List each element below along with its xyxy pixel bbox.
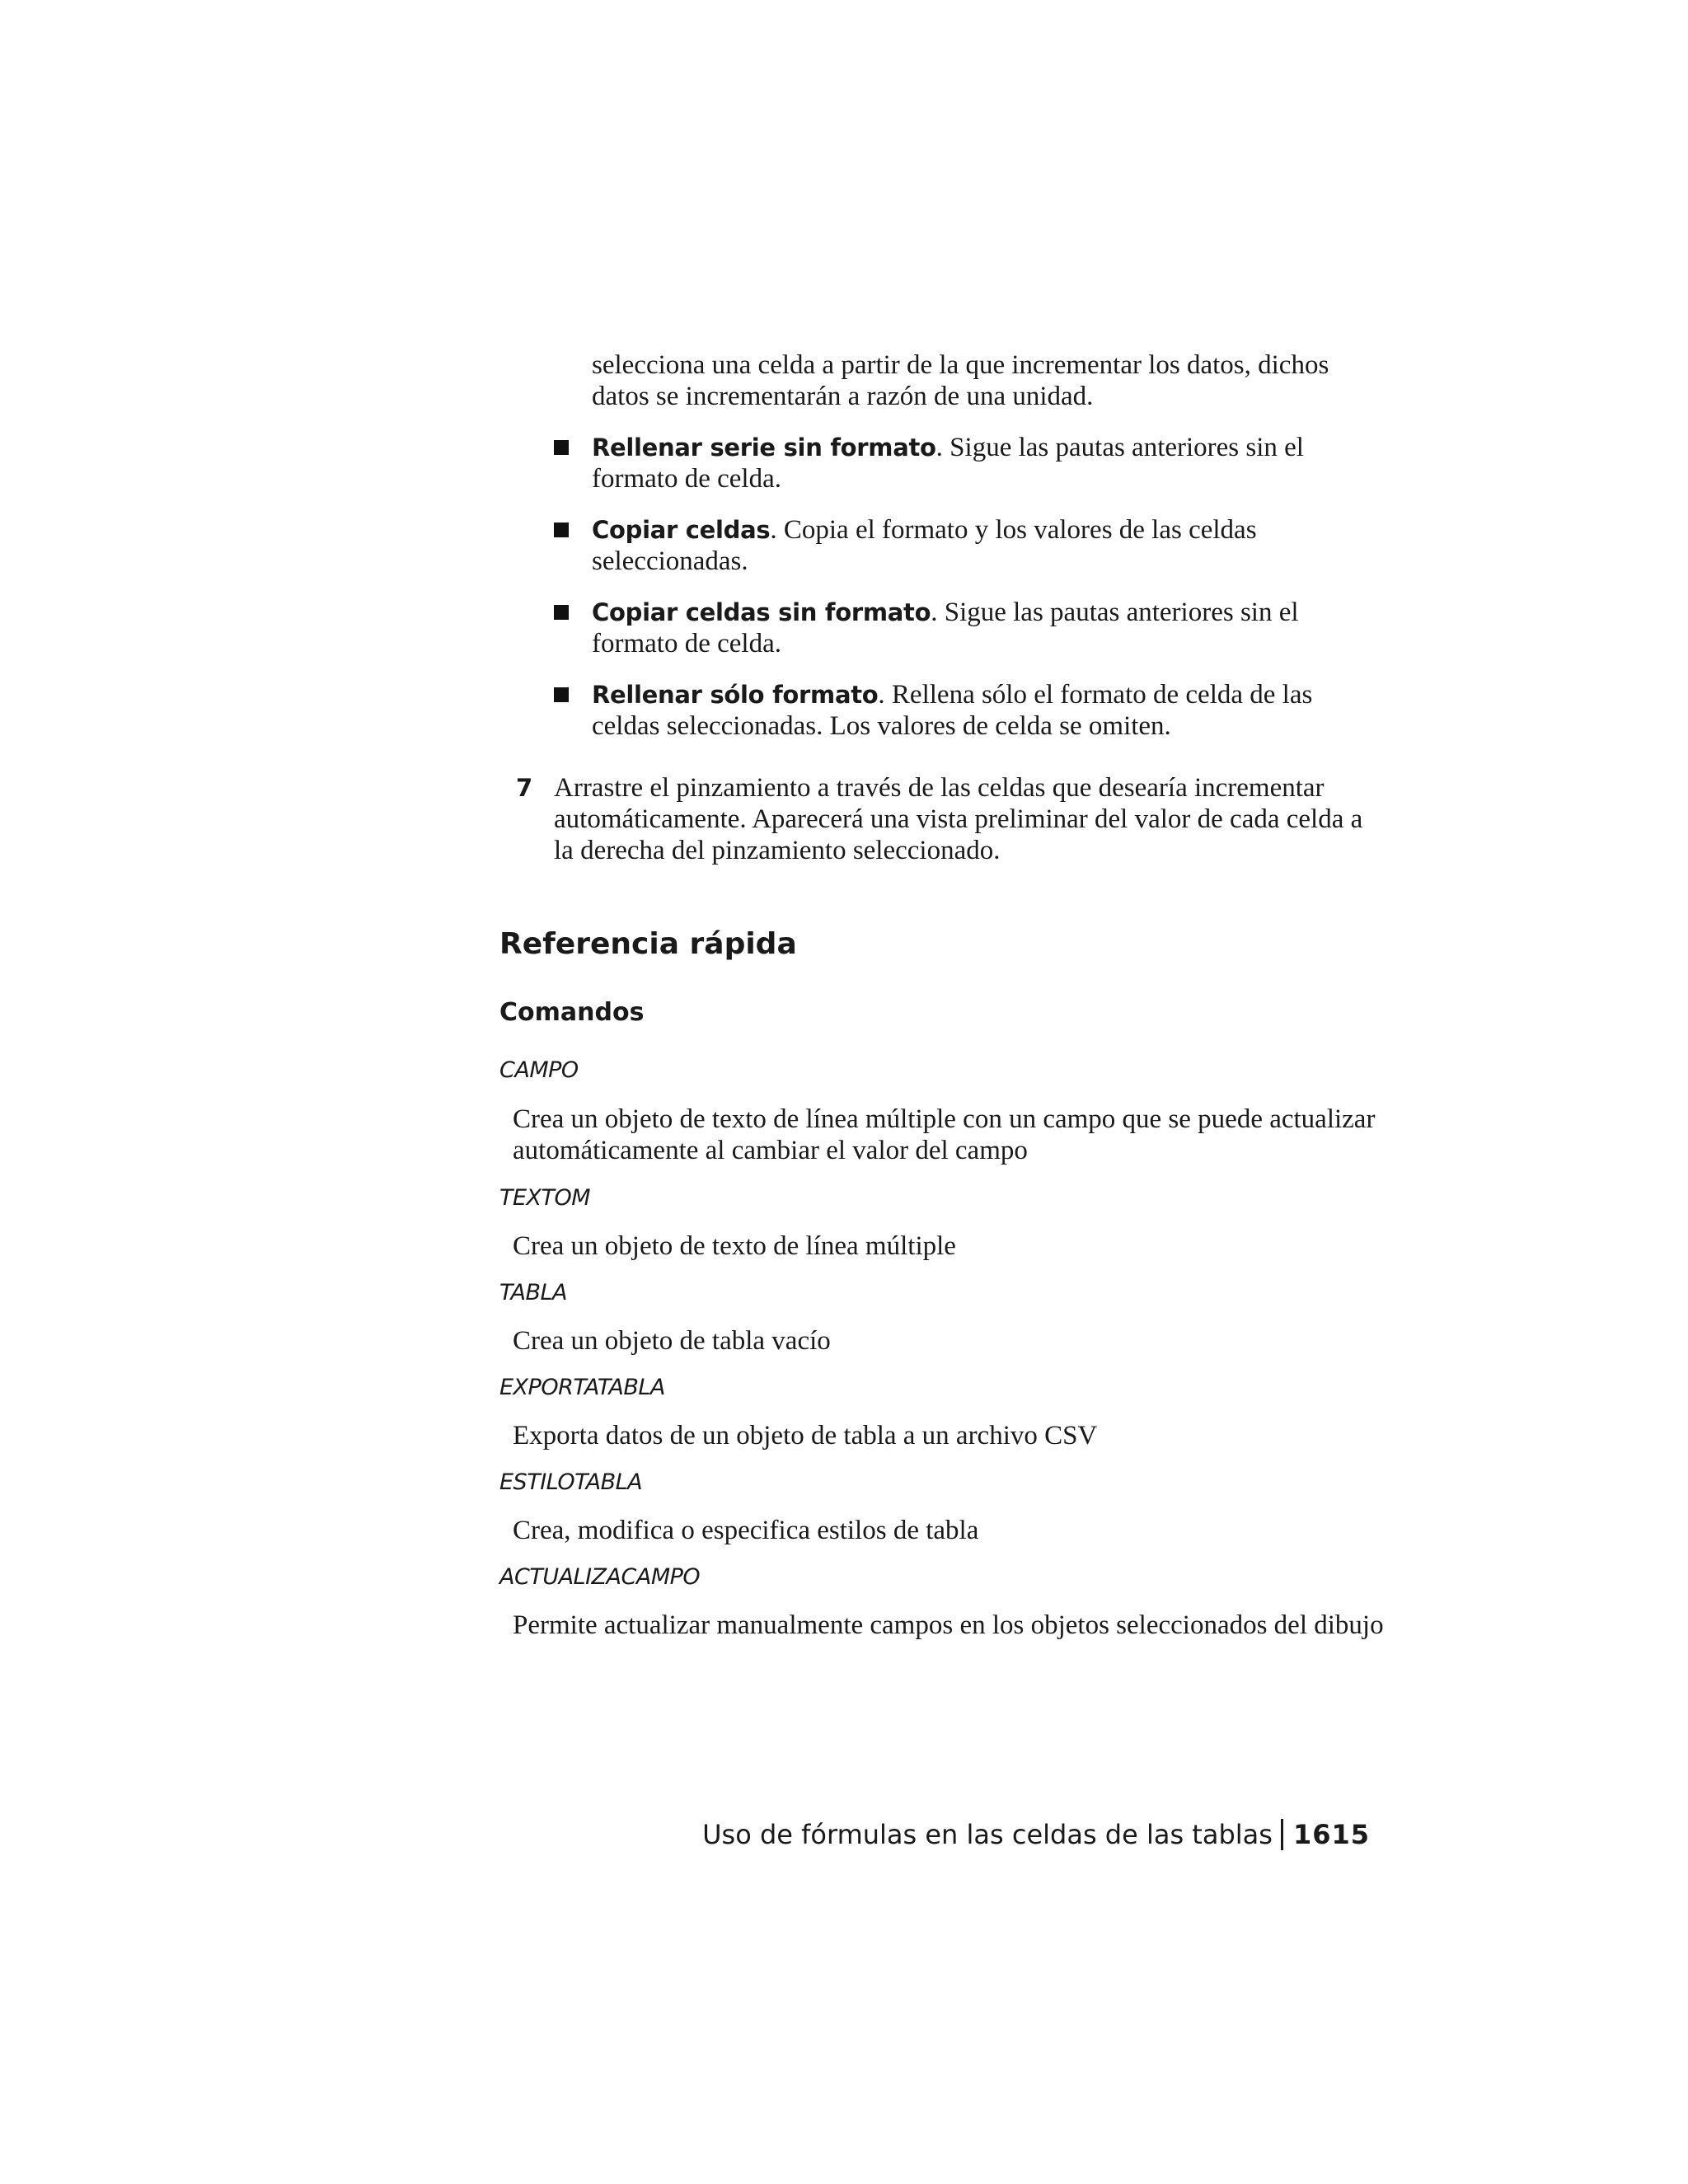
bullet-item (592, 679, 1383, 742)
bullet-text: . Sigue las pautas anteriores sin el formato de celda. (592, 598, 1299, 658)
bullet-marker (554, 605, 569, 620)
command-description: Permite actualizar manualmente campos en los objetos seleccionados del dibujo (513, 1610, 1384, 1640)
command-name: TEXTOM (499, 1185, 591, 1211)
bullet-item (592, 597, 1383, 659)
footer-separator (1281, 1819, 1283, 1850)
footer-section-title: Uso de fórmulas en las celdas de las tablas (702, 1819, 1273, 1850)
step-number: 7 (516, 774, 533, 802)
bullet-marker (554, 440, 569, 455)
command-description: Crea un objeto de texto de línea múltiple (513, 1231, 956, 1261)
bullet-text: . Rellena sólo el formato de celda de las celdas seleccionadas. Los valores de celda se omiten. (592, 680, 1313, 741)
bullet-text: . Copia el formato y los valores de las celdas seleccionadas. (592, 515, 1257, 576)
section-heading: Referencia rápida (499, 927, 797, 961)
command-description: Crea un objeto de tabla vacío (513, 1326, 831, 1356)
bullet-lead: Copiar celdas (592, 516, 771, 544)
bullet-item (592, 514, 1383, 577)
page-footer (0, 1817, 1370, 1852)
command-description: Crea, modifica o especifica estilos de tabla (513, 1516, 979, 1545)
command-name: CAMPO (499, 1057, 579, 1083)
bullet-lead: Copiar celdas sin formato (592, 598, 931, 626)
step-text: Arrastre el pinzamiento a través de las celdas que desearía incrementar automáticamente. Aparecerá una vista preliminar del valor de cada celda a la derecha del pinzamiento seleccionado. (554, 773, 1363, 865)
bullet-item (592, 432, 1383, 494)
continuation-paragraph: selecciona una celda a partir de la que incrementar los datos, dichos datos se incrementarán a razón de una unidad. (592, 350, 1329, 411)
page-number: 1615 (1292, 1819, 1370, 1850)
bullet-lead: Rellenar sólo formato (592, 681, 879, 709)
command-description: Exporta datos de un objeto de tabla a un archivo CSV (513, 1421, 1098, 1451)
bullet-marker (554, 523, 569, 537)
bullet-marker (554, 687, 569, 702)
bullet-lead: Rellenar serie sin formato (592, 434, 936, 462)
bullet-text: . Sigue las pautas anteriores sin el formato de celda. (592, 433, 1304, 494)
command-name: ESTILOTABLA (499, 1469, 643, 1495)
command-name: TABLA (499, 1280, 568, 1305)
command-name: ACTUALIZACAMPO (499, 1564, 701, 1590)
command-description: Crea un objeto de texto de línea múltiple con un campo que se puede actualizar automáticamente al cambiar el valor del campo (513, 1104, 1376, 1165)
subsection-heading: Comandos (499, 998, 645, 1027)
command-name: EXPORTATABLA (499, 1375, 665, 1400)
